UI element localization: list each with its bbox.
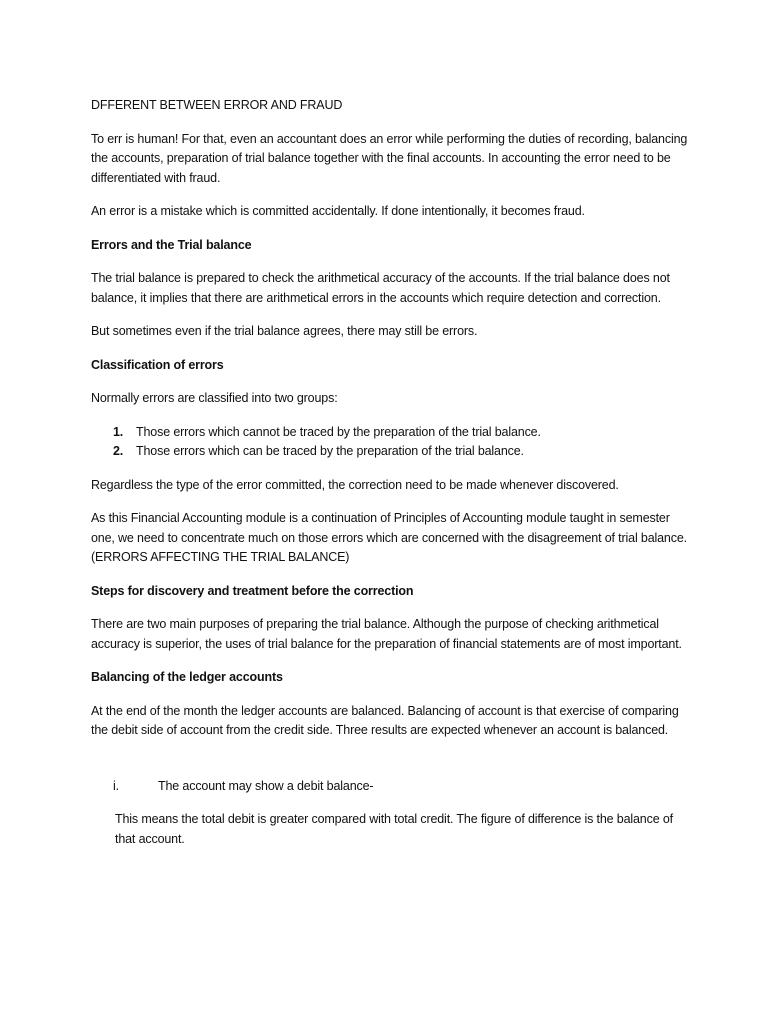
- list-item-text: Those errors which cannot be traced by the preparation of the trial balance.: [136, 424, 541, 439]
- paragraph-correction: Regardless the type of the error committed, the correction need to be made whenever discovered.: [91, 477, 619, 492]
- paragraph-purposes: There are two main purposes of preparing the trial balance. Although the purpose of checking arithmetical accuracy is superior, the uses of trial balance for the preparation of financial statements are of most important.: [91, 617, 682, 651]
- list-item-number: 2.: [113, 444, 124, 458]
- paragraph-intro: To err is human! For that, even an accountant does an error while performing the duties of recording, balancing the accounts, preparation of trial balance together with the final accounts. In accounting the error need to be differentiated with fraud.: [91, 131, 688, 185]
- heading-errors-trial-balance: Errors and the Trial balance: [91, 237, 252, 252]
- heading-classification: Classification of errors: [91, 357, 224, 372]
- paragraph-balancing: At the end of the month the ledger accounts are balanced. Balancing of account is that exercise of comparing the debit side of account from the credit side. Three results are expected whenever an account is balanced.: [91, 703, 679, 737]
- paragraph-error-definition: An error is a mistake which is committed accidentally. If done intentionally, it becomes fraud.: [91, 204, 585, 218]
- roman-list: [91, 777, 691, 797]
- list-item: [91, 442, 691, 462]
- paragraph-module-continuation: As this Financial Accounting module is a continuation of Principles of Accounting module taught in semester one, we need to concentrate much on those errors which are concerned with the disagreement of trial balance. (ERRORS AFFECTING THE TRIAL BALANCE): [91, 511, 687, 564]
- list-item-text: Those errors which can be traced by the preparation of the trial balance.: [136, 444, 524, 458]
- heading-balancing: Balancing of the ledger accounts: [91, 670, 283, 684]
- error-groups-list: [91, 423, 691, 462]
- paragraph-trial-balance: The trial balance is prepared to check the arithmetical accuracy of the accounts. If the trial balance does not balance, it implies that there are arithmetical errors in the accounts which require detection and correction.: [91, 271, 670, 305]
- roman-list-number: i.: [113, 778, 119, 793]
- list-item: [91, 423, 691, 443]
- document-title: DFFERENT BETWEEN ERROR AND FRAUD: [91, 98, 343, 112]
- heading-steps: Steps for discovery and treatment before the correction: [91, 583, 414, 598]
- paragraph-two-groups: Normally errors are classified into two groups:: [91, 391, 338, 405]
- paragraph-debit-balance: This means the total debit is greater compared with total credit. The figure of difference is the balance of that account.: [115, 812, 673, 846]
- document-page: [91, 96, 691, 863]
- paragraph-still-errors: But sometimes even if the trial balance agrees, there may still be errors.: [91, 324, 478, 338]
- roman-list-item: [91, 777, 691, 797]
- list-item-number: 1.: [113, 424, 124, 439]
- roman-list-text: The account may show a debit balance-: [158, 778, 374, 793]
